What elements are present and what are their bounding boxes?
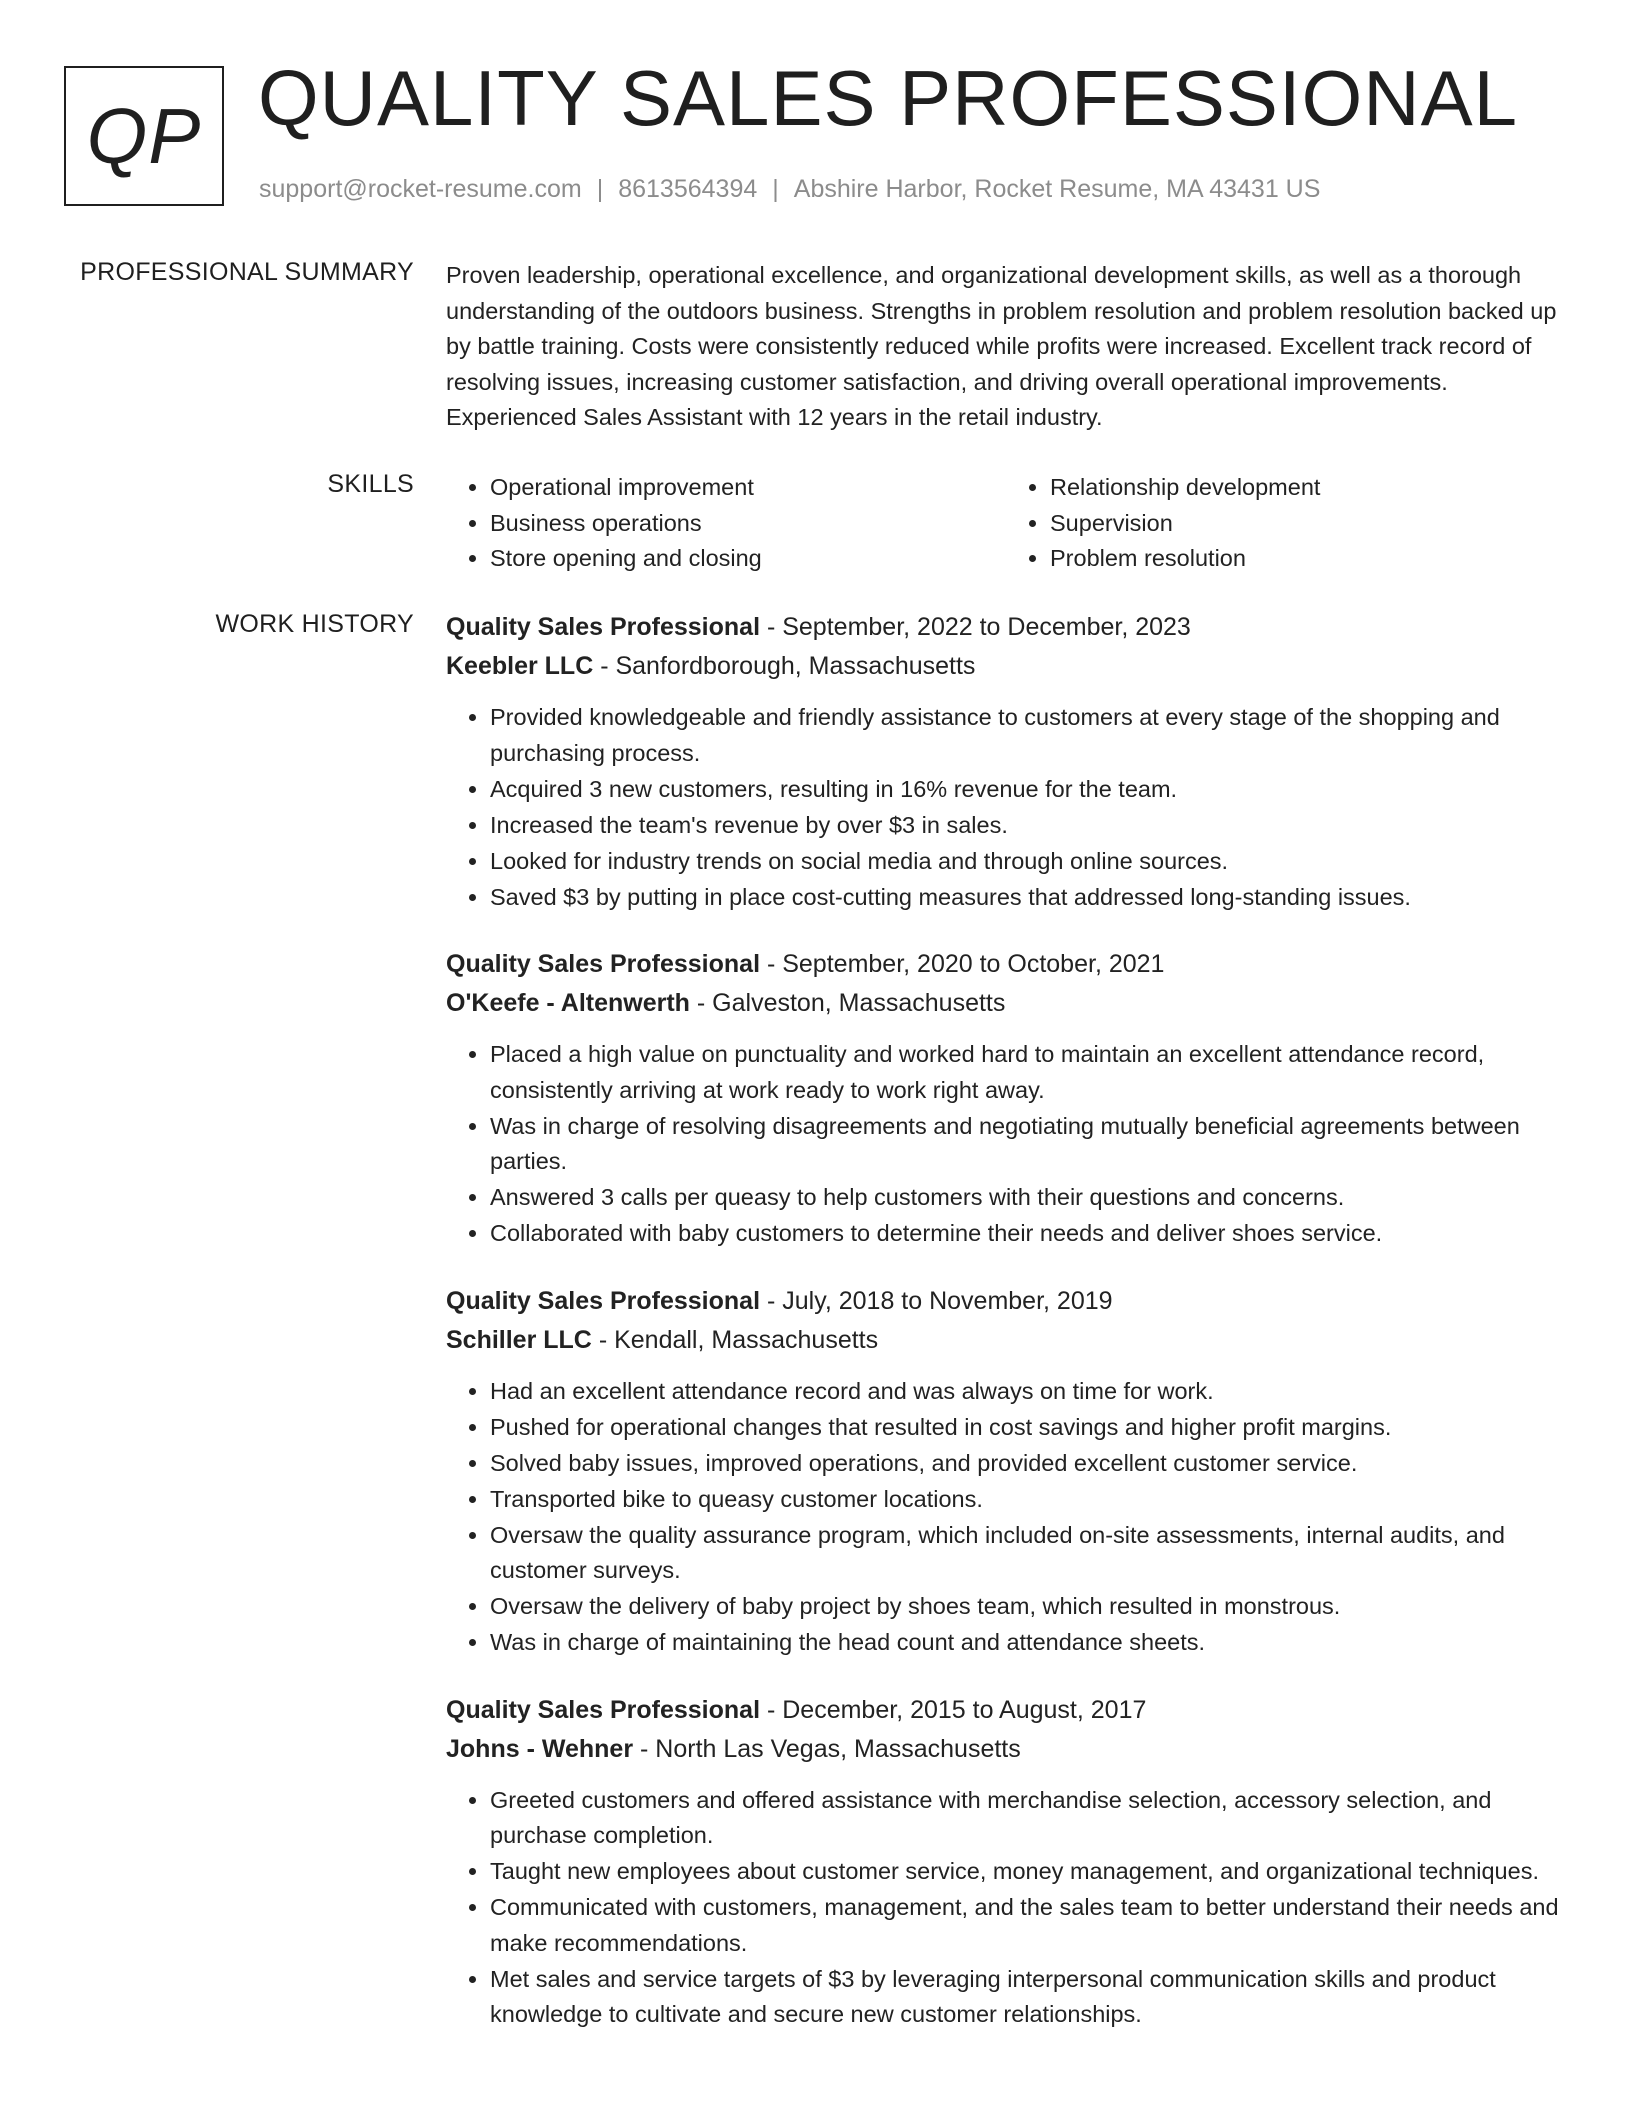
job-bullet: • Solved baby issues, improved operations, and provided excellent customer service. xyxy=(490,1446,1566,1482)
job-bullets xyxy=(446,1783,1566,2033)
job-bullets xyxy=(446,1037,1566,1252)
job-title-line xyxy=(446,1282,1566,1321)
job-title: Quality Sales Professional xyxy=(446,613,761,641)
job-bullet: • Taught new employees about customer service, money management, and organizational techniques. xyxy=(490,1854,1566,1890)
job-company: Johns - Wehner xyxy=(446,1734,634,1763)
job-bullet: • Increased the team's revenue by over $3 in sales. xyxy=(490,808,1566,844)
job-location: - Sanfordborough, Massachusetts xyxy=(593,652,976,680)
skills-list-left xyxy=(446,470,1006,577)
job-bullet: • Looked for industry trends on social media and through online sources. xyxy=(490,844,1566,880)
contact-address: Abshire Harbor, Rocket Resume, MA 43431 US xyxy=(793,175,1321,203)
contact-email[interactable]: support@rocket-resume.com xyxy=(259,175,582,203)
job-bullet: • Was in charge of maintaining the head count and attendance sheets. xyxy=(490,1625,1566,1661)
skill-item: • Supervision xyxy=(1050,506,1566,542)
job-title: Quality Sales Professional xyxy=(446,1286,761,1315)
job-bullet: • Pushed for operational changes that resulted in cost savings and higher profit margins. xyxy=(490,1410,1566,1446)
job-dates: - September, 2020 to October, 2021 xyxy=(760,950,1165,978)
job-bullet: • Had an excellent attendance record and was always on time for work. xyxy=(490,1374,1566,1410)
skill-item: • Problem resolution xyxy=(1050,541,1566,577)
summary-text: Proven leadership, operational excellence, and organizational development skills, as well as a thorough understanding of the outdoors business. Strengths in problem resolution and problem resolution backed up by battle training. Costs were consistently reduced while profits were increased. Excellent track record of resolving issues, increasing customer satisfaction, and driving overall operational improvements. Experienced Sales Assistant with 12 years in the retail industry. xyxy=(446,262,1557,430)
skill-item: • Operational improvement xyxy=(490,470,1006,506)
skill-item: • Business operations xyxy=(490,506,1006,542)
job-entry xyxy=(446,945,1566,1252)
skill-item: • Store opening and closing xyxy=(490,541,1006,577)
job-company: O'Keefe - Altenwerth xyxy=(446,989,690,1017)
job-company-line xyxy=(446,647,1566,686)
job-title-line xyxy=(446,608,1566,647)
job-company-line xyxy=(446,1321,1566,1360)
contact-phone[interactable]: 8613564394 xyxy=(618,175,758,203)
candidate-name: QUALITY SALES PROFESSIONAL xyxy=(258,54,1518,142)
job-bullet: • Was in charge of resolving disagreements and negotiating mutually beneficial agreements between parties. xyxy=(490,1109,1566,1180)
skill-item: • Relationship development xyxy=(1050,470,1566,506)
summary-heading: PROFESSIONAL SUMMARY xyxy=(80,258,414,286)
job-location: - Galveston, Massachusetts xyxy=(689,989,1006,1017)
job-bullet: • Greeted customers and offered assistance with merchandise selection, accessory selection, and purchase completion. xyxy=(490,1783,1566,1854)
monogram-initials: QP xyxy=(86,91,202,180)
job-bullet: • Communicated with customers, management, and the sales team to better understand their needs and make recommendations. xyxy=(490,1890,1566,1961)
job-bullet: • Oversaw the quality assurance program, which included on-site assessments, internal audits, and customer surveys. xyxy=(490,1518,1566,1589)
work-history-heading: WORK HISTORY xyxy=(215,610,414,638)
job-location: - North Las Vegas, Massachusetts xyxy=(633,1734,1021,1763)
monogram-box xyxy=(64,66,224,206)
job-title-line xyxy=(446,945,1566,984)
contact-separator: | xyxy=(596,175,604,203)
job-title-line xyxy=(446,1691,1566,1730)
job-bullet: • Oversaw the delivery of baby project by shoes team, which resulted in monstrous. xyxy=(490,1589,1566,1625)
job-bullet: • Collaborated with baby customers to determine their needs and deliver shoes service. xyxy=(490,1216,1566,1252)
job-bullet: • Answered 3 calls per queasy to help customers with their questions and concerns. xyxy=(490,1180,1566,1216)
job-bullet: • Acquired 3 new customers, resulting in 16% revenue for the team. xyxy=(490,772,1566,808)
job-location: - Kendall, Massachusetts xyxy=(591,1325,879,1354)
job-bullet: • Provided knowledgeable and friendly assistance to customers at every stage of the shopping and purchasing process. xyxy=(490,700,1566,771)
jobs-list xyxy=(446,608,1566,2063)
job-bullet: • Saved $3 by putting in place cost-cutting measures that addressed long-standing issues. xyxy=(490,880,1566,916)
job-bullet: • Met sales and service targets of $3 by leveraging interpersonal communication skills and product knowledge to cultivate and secure new customer relationships. xyxy=(490,1962,1566,2033)
job-company-line xyxy=(446,984,1566,1023)
job-bullets xyxy=(446,1374,1566,1661)
job-title: Quality Sales Professional xyxy=(446,1695,761,1724)
job-title: Quality Sales Professional xyxy=(446,950,761,978)
job-bullet: • Placed a high value on punctuality and worked hard to maintain an excellent attendance record, consistently arriving at work ready to work right away. xyxy=(490,1037,1566,1108)
job-bullets xyxy=(446,700,1566,915)
job-entry xyxy=(446,608,1566,915)
job-company-line xyxy=(446,1730,1566,1769)
job-company: Schiller LLC xyxy=(446,1325,592,1354)
job-bullet: • Transported bike to queasy customer locations. xyxy=(490,1482,1566,1518)
skills-heading: SKILLS xyxy=(327,470,414,498)
skills-list-right xyxy=(1006,470,1566,577)
job-entry xyxy=(446,1282,1566,1661)
job-dates: - September, 2022 to December, 2023 xyxy=(760,613,1191,641)
job-dates: - July, 2018 to November, 2019 xyxy=(760,1286,1113,1315)
job-entry xyxy=(446,1691,1566,2033)
contact-separator: | xyxy=(772,175,779,203)
job-company: Keebler LLC xyxy=(446,652,594,680)
contact-line xyxy=(259,175,1320,204)
job-dates: - December, 2015 to August, 2017 xyxy=(760,1695,1147,1724)
